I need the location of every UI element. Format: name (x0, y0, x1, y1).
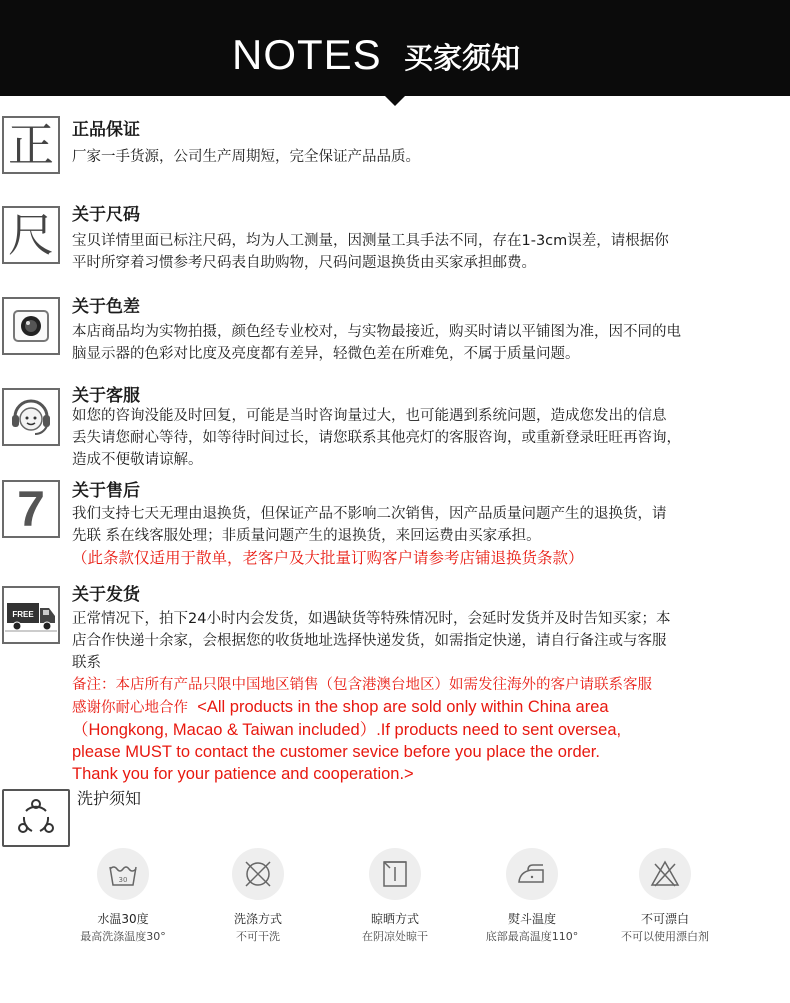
en-line: Thank you for your patience and cooperation.> (72, 765, 414, 783)
body-line: 我们支持七天无理由退换货，但保证产品不影响二次销售，因产品质量问题产生的退换货，请 (72, 506, 667, 522)
care-header-icon (2, 789, 70, 847)
care-item-dryclean (198, 848, 318, 946)
care-item-wash (63, 848, 183, 946)
section-body-color (72, 321, 787, 365)
en-line: <All products in the shop are sold only within China area (197, 698, 609, 716)
en-line: （Hongkong, Macao & Taiwan included）.If products need to sent oversea, (72, 721, 622, 739)
aftersales-note: （此条款仅适用于散单，老客户及大批量订购客户请参考店铺退换货条款） (72, 549, 584, 567)
body-line: 厂家一手货源，公司生产周期短，完全保证产品品质。 (72, 149, 420, 165)
care-item-note: 不可干洗 (236, 930, 280, 943)
iron-icon (506, 848, 558, 900)
red-line: 感谢你耐心地合作 (72, 700, 188, 716)
free-delivery-truck-icon (2, 586, 60, 644)
svg-text:FREE: FREE (12, 610, 34, 619)
body-line: 店合作快递十余家，会根据您的收货地址选择快递发货，如需指定快递，请自行备注或与客服 (72, 633, 667, 649)
banner-title-en: NOTES (232, 31, 382, 78)
care-item-name: 洗涤方式 (233, 912, 282, 926)
shade-dry-icon (369, 848, 421, 900)
section-body-service (72, 405, 787, 471)
wash-30-icon (97, 848, 149, 900)
care-item-bleach (605, 848, 725, 946)
care-item-note: 最高洗涤温度30° (80, 930, 166, 943)
section-title-shipping: 关于发货 (72, 585, 140, 605)
care-item-name: 不可漂白 (640, 912, 689, 926)
no-bleach-icon (639, 848, 691, 900)
customer-service-icon (2, 388, 60, 446)
care-item-name: 熨斗温度 (507, 912, 556, 926)
zheng-character-icon: 正 (2, 116, 60, 174)
banner-title-zh: 买家须知 (404, 41, 521, 75)
care-item-iron (472, 848, 592, 946)
section-title-size: 关于尺码 (72, 205, 140, 225)
care-item-note: 不可以使用漂白剂 (621, 930, 709, 943)
body-line: 如您的咨询没能及时回复，可能是当时咨询量过大，也可能遇到系统问题，造成您发出的信息 (72, 408, 667, 424)
en-line: please MUST to contact the customer sevice before you place the order. (72, 743, 600, 761)
section-body-size (72, 230, 787, 274)
care-item-note: 在阴凉处晾干 (362, 930, 428, 943)
body-line: 先联 系在线客服处理；非质量问题产生的退换货，来回运费由买家承担。 (72, 528, 541, 544)
body-line: 造成不便敬请谅解。 (72, 452, 203, 468)
body-line: 平时所穿着习惯参考尺码表自助购物，尺码问题退换货由买家承担邮费。 (72, 255, 536, 271)
body-line: 联系 (72, 655, 101, 671)
shipping-overseas-note (72, 674, 787, 785)
body-line: 脑显示器的色彩对比度及亮度都有差异，轻微色差在所难免，不属于质量问题。 (72, 346, 580, 362)
section-title-aftersales: 关于售后 (72, 481, 140, 501)
header-banner (0, 0, 790, 96)
care-item-drying (335, 848, 455, 946)
section-body-authentic (72, 146, 787, 168)
section-title-color: 关于色差 (72, 297, 140, 317)
care-item-name: 晾晒方式 (370, 912, 419, 926)
body-line: 宝贝详情里面已标注尺码，均为人工测量，因测量工具手法不同，存在1-3cm误差，请根据你 (72, 233, 669, 249)
chi-character-icon: 尺 (2, 206, 60, 264)
section-body-shipping (72, 608, 787, 674)
section-title-authentic: 正品保证 (72, 120, 140, 140)
body-line: 本店商品均为实物拍摄，颜色经专业校对，与实物最接近，购买时请以平铺图为准，因不同的电 (72, 324, 681, 340)
section-body-aftersales (72, 503, 787, 569)
red-line: 备注：本店所有产品只限中国地区销售（包含港澳台地区）如需发往海外的客户请联系客服 (72, 677, 652, 693)
body-line: 丢失请您耐心等待，如等待时间过长，请您联系其他亮灯的客服咨询，或重新登录旺旺再咨询， (72, 430, 681, 446)
seven-days-icon: 7 (2, 480, 60, 538)
svg-text:30: 30 (118, 876, 128, 884)
section-title-service: 关于客服 (72, 386, 140, 406)
care-title: 洗护须知 (77, 789, 142, 808)
care-item-note: 底部最高温度110° (485, 930, 579, 943)
body-line: 正常情况下，拍下24小时内会发货，如遇缺货等特殊情况时，会延时发货并及时告知买家；本 (72, 611, 671, 627)
banner-notch (385, 96, 405, 106)
care-item-name: 水温30度 (97, 912, 149, 926)
camera-icon (2, 297, 60, 355)
no-dry-clean-icon (232, 848, 284, 900)
